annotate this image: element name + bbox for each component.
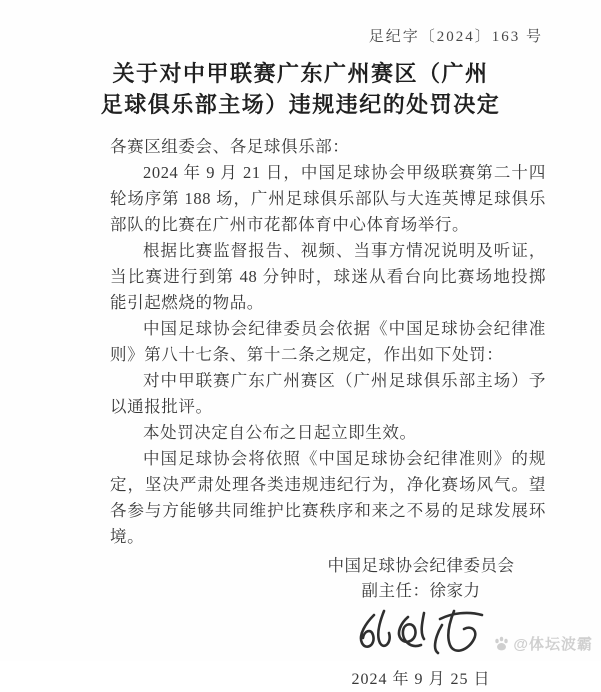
watermark (493, 633, 593, 654)
watermark-text: @体坛波霸 (513, 636, 593, 653)
paragraph-incident: 根据比赛监督报告、视频、当事方情况说明及听证，当比赛进行到第 48 分钟时，球迷从看台向比赛场地投掷能引起燃烧的物品。 (110, 241, 546, 312)
paragraph-effective: 本处罚决定自公布之日起立即生效。 (143, 423, 417, 442)
salutation: 各赛区组委会、各足球俱乐部： (110, 137, 350, 156)
doc-title (0, 58, 601, 120)
deputy-director-line: 副主任：徐家力 (361, 581, 481, 600)
doc-title-line-2: 足球俱乐部主场）违规违纪的处罚决定 (100, 92, 501, 117)
paw-icon (493, 635, 510, 652)
signature-block (321, 553, 521, 692)
paragraph-penalty: 对中甲联赛广东广州赛区（广州足球俱乐部主场）予以通报批评。 (110, 371, 546, 416)
paragraph-match-info: 2024 年 9 月 21 日，中国足球协会甲级联赛第二十四轮场序第 188 场，广州足球俱乐部队与大连英博足球俱乐部队的比赛在广州市花都体育中心体育场举行。 (110, 163, 546, 234)
signature-date: 2024 年 9 月 25 日 (351, 671, 491, 688)
paragraph-basis: 中国足球协会纪律委员会依据《中国足球协会纪律准则》第八十七条、第十二条之规定，作出如下处罚： (110, 319, 546, 364)
doc-body (110, 134, 546, 550)
committee-name: 中国足球协会纪律委员会 (327, 556, 515, 575)
doc-title-line-1: 关于对中甲联赛广东广州赛区（广州 (112, 61, 489, 86)
doc-number: 足纪字〔2024〕163 号 (368, 29, 543, 45)
paragraph-closing: 中国足球协会将依照《中国足球协会纪律准则》的规定，坚决严肃处理各类违规违纪行为，净化赛场风气。望各参与方能够共同维护比赛秩序和来之不易的足球发展环境。 (110, 449, 546, 546)
handwritten-signature-image (346, 605, 496, 667)
